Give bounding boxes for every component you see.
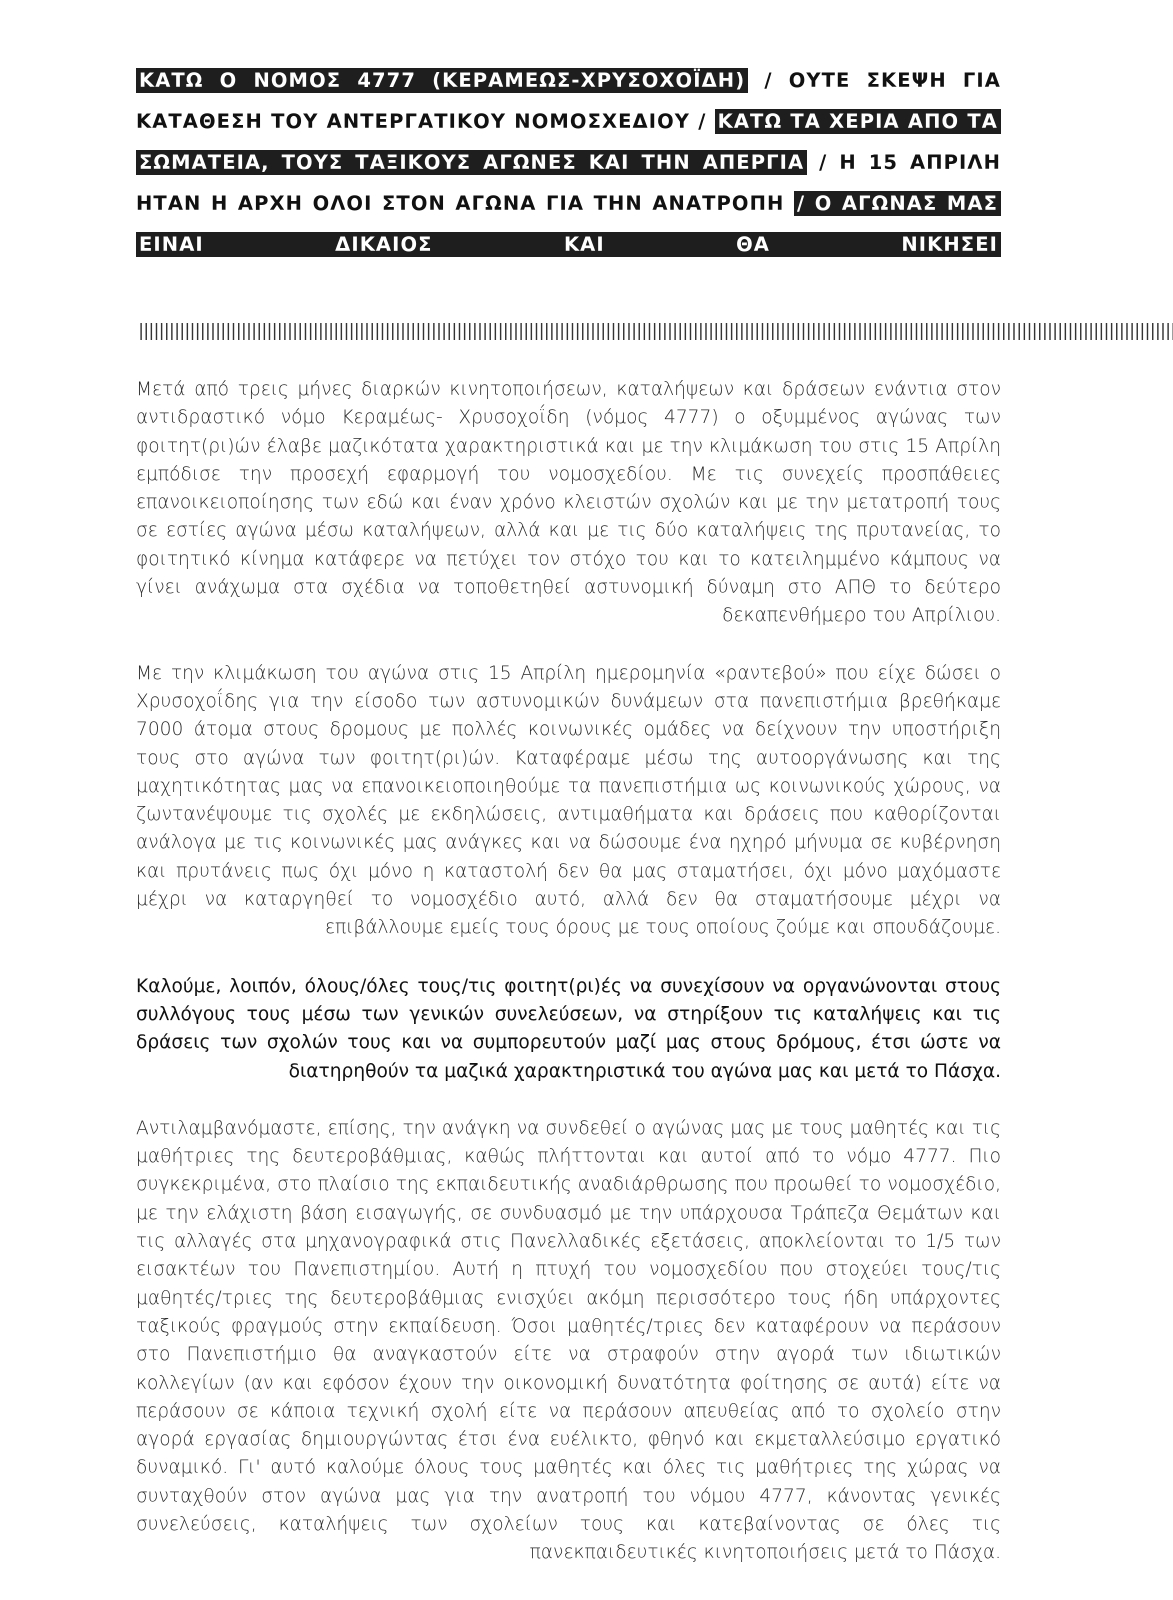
headline-segment: / ΟΥΤΕ ΣΚΕΨΗ ΓΙΑ ΚΑΤΑΘΕΣΗ ΤΟΥ ΑΝΤΕΡΓΑΤΙΚΟΥ ΝΟΜΟΣΧΕΔΙΟΥ / <box>136 69 1001 133</box>
headline <box>136 60 1001 265</box>
paragraph-escalation: Με την κλιμάκωση του αγώνα στις 15 Απρίλη ημερομηνία «ραντεβού» που είχε δώσει ο Χρυσοχοΐδης για την είσοδο των αστυνομικών δυνάμεων στα πανεπιστήμια βρεθήκαμε 7000 άτομα στους δρομους με πολλές κοινωνικές ομάδες να δείχνουν την υποστήριξη τους στο αγώνα των φοιτητ(ρι)ών. Καταφέραμε μέσω της αυτοοργάνωσης και της μαχητικότητας μας να επανοικειοποιηθούμε τα πανεπιστήμια ως κοινωνικούς χώρους, να ζωντανέψουμε τις σχολές με εκδηλώσεις, αντιμαθήματα και δράσεις που καθορίζονται ανάλογα με τις κοινωνικές μας ανάγκες και να δώσουμε ένα ηχηρό μήνυμα σε κυβέρνηση και πρυτάνεις πως όχι μόνο η καταστολή δεν θα μας σταματήσει, όχι μόνο μαχόμαστε μέχρι να καταργηθεί το νομοσχέδιο αυτό, αλλά δεν θα σταματήσουμε μέχρι να επιβάλλουμε εμείς τους όρους με τους οποίους ζούμε και σπουδάζουμε. <box>136 662 1001 939</box>
paragraph-intro: Μετά από τρεις μήνες διαρκών κινητοποιήσεων, καταλήψεων και δράσεων ενάντια στον αντιδραστικό νόμο Κεραμέως- Χρυσοχοΐδη (νόμος 4777) ο οξυμμένος αγώνας των φοιτητ(ρι)ών έλαβε μαζικότατα χαρακτηριστικά και με την κλιμάκωση του στις 15 Απρίλη εμπόδισε την προσεχή εφαρμογή του νομοσχεδίου. Με τις συνεχείς προσπάθειες επανοικειοποίησης των εδώ και έναν χρόνο κλειστών σχολών και με την μετατροπή τους σε εστίες αγώνα μέσω καταλήψεων, αλλά και με τις δύο καταλήψεις της πρυτανείας, το φοιτητικό κίνημα κατάφερε να πετύχει τον στόχο του και το κατειλημμένο κάμπους να γίνει ανάχωμα στα σχέδια να τοποθετηθεί αστυνομική δύναμη στο ΑΠΘ το δεύτερο δεκαπενθήμερο του Απρίλιου. <box>136 379 1001 627</box>
document-page <box>136 60 1173 1568</box>
paragraph-call-to-students: Καλούμε, λοιπόν, όλους/όλες τους/τις φοιτητ(ρι)ές να συνεχίσουν να οργανώνονται στους συλλόγους τους μέσω των γενικών συνελεύσεων, να στηρίξουν τις καταλήψεις και τις δράσεις των σχολών τους και να συμπορευτούν μαζί μας στους δρόμους, έτσι ώστε να διατηρηθούν τα μαζικά χαρακτηριστικά του αγώνα μας και μετά το Πάσχα. <box>136 975 1001 1082</box>
headline-segment-highlighted: ΚΑΤΩ Ο ΝΟΜΟΣ 4777 (ΚΕΡΑΜΕΩΣ-ΧΡΥΣΟΧΟΪΔΗ) <box>136 68 748 93</box>
headline-segment-highlighted: / Ο ΑΓΩΝΑΣ ΜΑΣ ΕΙΝΑΙ ΔΙΚΑΙΟΣ ΚΑΙ ΘΑ ΝΙΚΗΣΕΙ <box>136 191 1001 257</box>
headline-segment-highlighted: ΚΑΤΩ ΤΑ ΧΕΡΙΑ ΑΠΟ ΤΑ ΣΩΜΑΤΕΙΑ, ΤΟΥΣ ΤΑΞΙΚΟΥΣ ΑΓΩΝΕΣ ΚΑΙ ΤΗΝ ΑΠΕΡΓΙΑ <box>136 109 1001 175</box>
headline-segment: / Η 15 ΑΠΡΙΛΗ ΗΤΑΝ Η ΑΡΧΗ ΟΛΟΙ ΣΤΟΝ ΑΓΩΝΑ ΓΙΑ ΤΗΝ ΑΝΑΤΡΟΠΗ <box>136 151 1001 215</box>
paragraph-secondary-education: Αντιλαμβανόμαστε, επίσης, την ανάγκη να συνδεθεί ο αγώνας μας με τους μαθητές και τις μαθήτριες της δευτεροβάθμιας, καθώς πλήττονται και αυτοί από το νόμο 4777. Πιο συγκεκριμένα, στο πλαίσιο της εκπαιδευτικής αναδιάρθρωσης που προωθεί το νομοσχέδιο, με την ελάχιστη βάση εισαγωγής, σε συνδυασμό με την υπάρχουσα Τράπεζα Θεμάτων και τις αλλαγές στα μηχανογραφικά στις Πανελλαδικές εξετάσεις, αποκλείονται το 1/5 των εισακτέων του Πανεπιστημίου. Αυτή η πτυχή του νομοσχεδίου που στοχεύει τους/τις μαθητές/τριες της δευτεροβάθμιας ενισχύει ακόμη περισσότερο τους ήδη υπάρχοντες ταξικούς φραγμούς στην εκπαίδευση. Όσοι μαθητές/τριες δεν καταφέρουν να περάσουν στο Πανεπιστήμιο θα αναγκαστούν είτε να στραφούν στην αγορά των ιδιωτικών κολλεγίων (αν και εφόσον έχουν την οικονομική δυνατότητα φοίτησης σε αυτά) είτε να περάσουν σε κάποια τεχνική σχολή είτε να περάσουν απευθείας από το σχολείο στην αγορά εργασίας δημιουργώντας έτσι ένα ευέλικτο, φθηνό και εκμεταλλεύσιμο εργατικό δυναμικό. Γι' αυτό καλούμε όλους τους μαθητές και όλες τις μαθήτριες της χώρας να συνταχθούν στον αγώνα μας για την ανατροπή του νόμου 4777, κάνοντας γενικές συνελεύσεις, καταλήψεις των σχολείων τους και κατεβαίνοντας σε όλες τις πανεκπαιδευτικές κινητοποιήσεις μετά το Πάσχα. <box>136 1117 1001 1564</box>
bar-separator: |||||||||||||||||||||||||||||||||||||||||||||||||||||||||||||||||||||||||||||||||||||||||||||||||||||||||||||||||||||||||||||||||||||||||||||||||||||||||||||||||||||||||||||||||||||||||||||||||||||||||| <box>136 321 1173 341</box>
